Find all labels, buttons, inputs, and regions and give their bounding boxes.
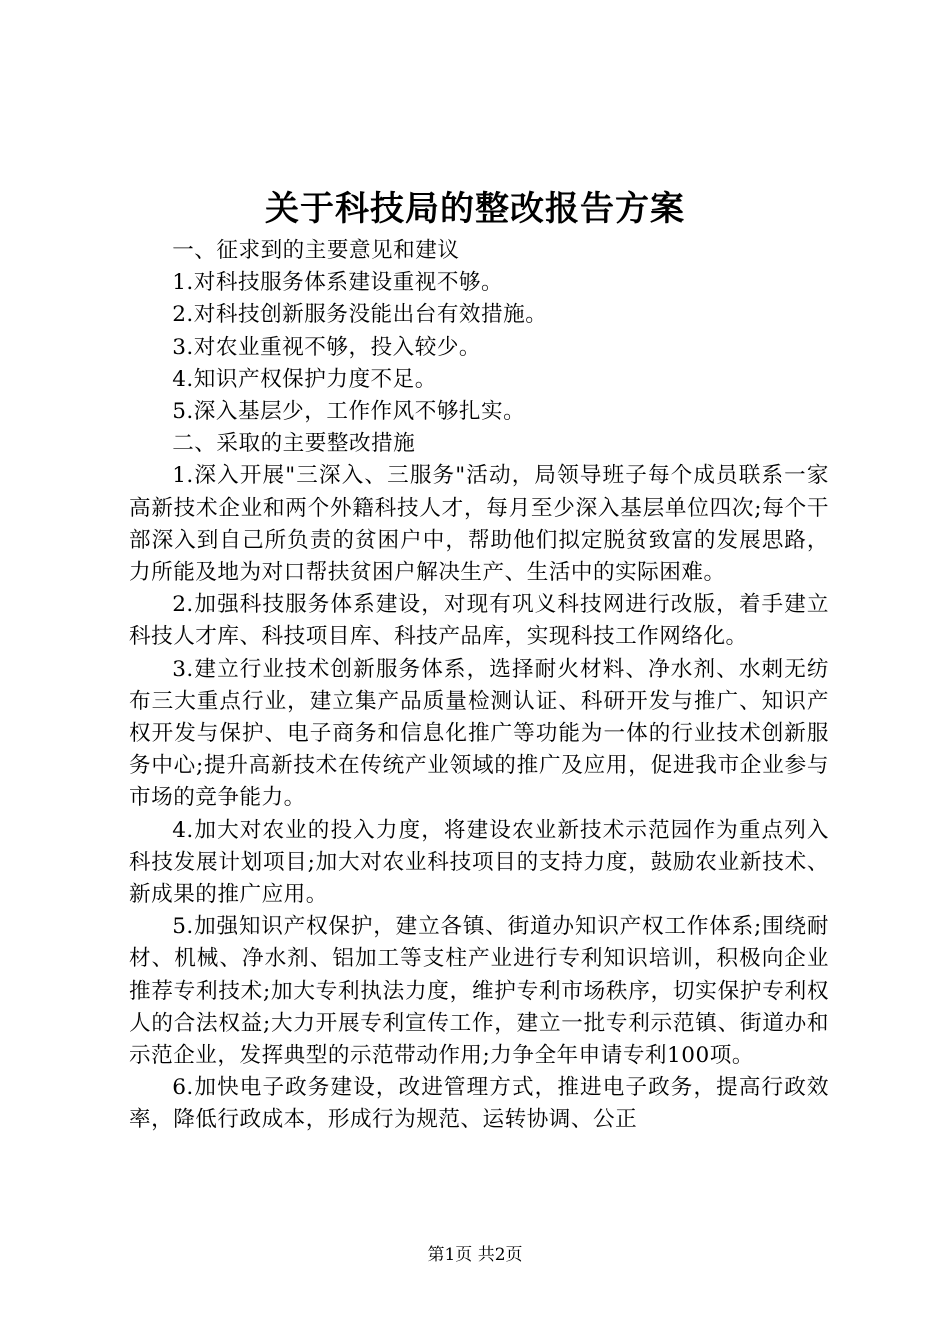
page-footer: 第1页 共2页 (427, 1245, 523, 1265)
opinion-item: 1.对科技服务体系建设重视不够。 (172, 270, 504, 296)
opinion-item: 2.对科技创新服务没能出台有效措施。 (172, 302, 548, 328)
measure-paragraph: 4.加大对农业的投入力度，将建设农业新技术示范园作为重点列入科技发展计划项目;加大对农业科技项目的支持力度，鼓励农业新技术、新成果的推广应用。 (129, 817, 829, 908)
measure-paragraph: 6.加快电子政务建设，改进管理方式，推进电子政务，提高行政效率，降低行政成本，形成行为规范、运转协调、公正 (129, 1075, 829, 1133)
document-body (129, 235, 829, 1137)
measure-paragraph: 3.建立行业技术创新服务体系，选择耐火材料、净水剂、水刺无纺布三大重点行业，建立集产品质量检测认证、科研开发与推广、知识产权开发与保护、电子商务和信息化推广等功能为一体的行业技术创新服务中心;提升高新技术在传统产业领域的推广及应用，促进我市企业参与市场的竞争能力。 (129, 656, 829, 811)
document-title: 关于科技局的整改报告方案 (265, 189, 685, 229)
heading-opinions: 一、征求到的主要意见和建议 (172, 238, 460, 263)
opinion-item: 5.深入基层少，工作作风不够扎实。 (172, 399, 526, 425)
measure-paragraph: 1.深入开展"三深入、三服务"活动，局领导班子每个成员联系一家高新技术企业和两个外籍科技人才，每月至少深入基层单位四次;每个干部深入到自己所负责的贫困户中，帮助他们拟定脱贫致富的发展思路，力所能及地为对口帮扶贫困户解决生产、生活中的实际困难。 (129, 463, 829, 586)
opinion-item: 4.知识产权保护力度不足。 (172, 366, 437, 392)
opinion-item: 3.对农业重视不够，投入较少。 (172, 334, 482, 360)
measure-paragraph: 2.加强科技服务体系建设，对现有巩义科技网进行改版，着手建立科技人才库、科技项目库、科技产品库，实现科技工作网络化。 (129, 592, 829, 650)
measure-paragraph: 5.加强知识产权保护，建立各镇、街道办知识产权工作体系;围绕耐材、机械、净水剂、铝加工等支柱产业进行专利知识培训，积极向企业推荐专利技术;加大专利执法力度，维护专利市场秩序，切实保护专利权人的合法权益;大力开展专利宣传工作，建立一批专利示范镇、街道办和示范企业，发挥典型的示范带动作用;力争全年申请专利100项。 (129, 914, 829, 1069)
heading-measures: 二、采取的主要整改措施 (172, 431, 416, 457)
